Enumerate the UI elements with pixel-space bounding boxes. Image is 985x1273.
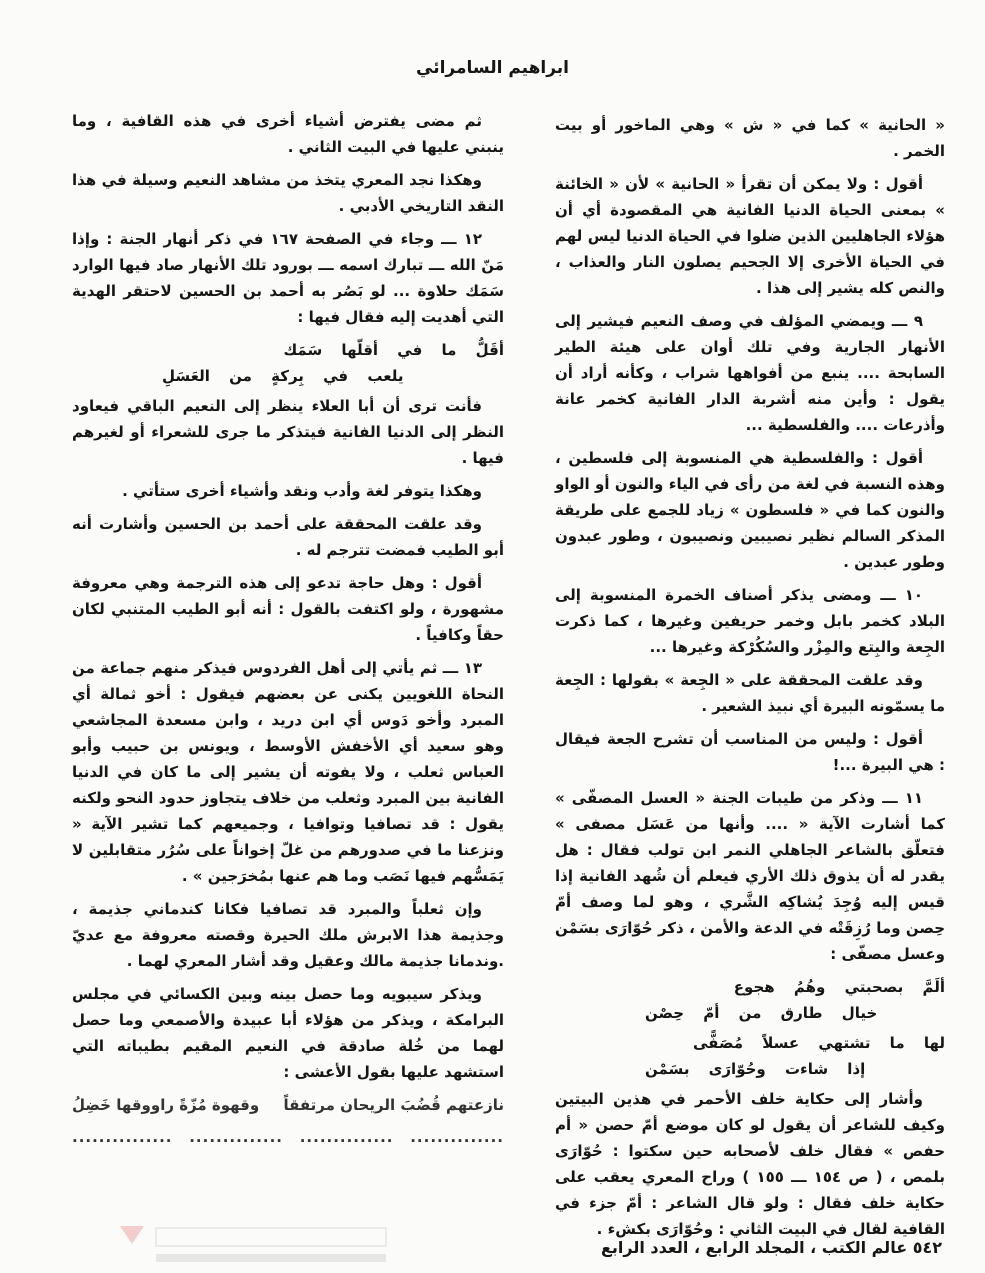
ellipsis-row: [72, 1124, 504, 1150]
paragraph: أقول : ولا يمكن أن تقرأ « الحانية » لأن « الخائنة » بمعنى الحياة الدنيا الفانية هي المقصودة أي أن هؤلاء الجاهليين الذين ضلوا في الحياة الدنيا ليس لهم في الحياة الأخرى إلا الجحيم يصلون النار والعذاب ، والنص كله يشير إلى هذا .: [555, 175, 945, 297]
paragraph: ثم مضى يفترض أشياء أخرى في هذه القافية ، وما ينبني عليها في البيت الثاني .: [72, 112, 504, 156]
dots: ..............: [299, 1128, 394, 1146]
paragraph: أقول : وليس من المناسب أن تشرح الجعة فيقال : هي البيرة ...!: [555, 730, 945, 774]
verse-line: [72, 337, 504, 389]
paragraph: ٩ ـــ ويمضي المؤلف في وصف النعيم فيشير إلى الأنهار الجارية وفي تلك أوان على هيئة الطير السابحة .... ينبع من أفواهها شراب ، وكأنه أراد أن يقول : وأين منه أشربة الدار الفانية كخمر عانة وأذرعات .... والفلسطية ...: [555, 312, 945, 434]
paragraph: وإن ثعلباً والمبرد قد تصافيا فكانا كندماني جذيمة ، وجذيمة هذا الابرش ملك الحيرة وقصته معروفة مع عديّ .وندمانا جذيمة مالك وعقيل وقد أشار المعري لهما .: [72, 900, 504, 970]
hemistich: وقهوة مُزّةً راووقها خَضِلُ: [72, 1096, 260, 1114]
paragraph: وأشار إلى حكاية خلف الأحمر في هذين البيتين وكيف للشاعر أن يقول لو كان موضع أمّ حصن « أم حفص » فقال خلف لأصحابه حين سكتوا : حُوّارَى بلمص ، ( ص ١٥٤ ـــ ١٥٥ ) وراح المعري يعقب على حكاية خلف فقال : ولو قال الشاعر : أمّ جزء في القافية لقال في البيت الثاني : وحُوّارَى بكشء .: [555, 1090, 945, 1238]
paragraph: أقول : والفلسطية هي المنسوبة إلى فلسطين ، وهذه النسبة في لغة من رأى في الياء والنون أو الواو والنون كما في « فلسطون » زياد للجمع على طريقة المذكر السالم نظير نصيبين ونصيبون ، وطور عبدون وطور عبدين .: [555, 449, 945, 571]
verse-line: [555, 1030, 945, 1082]
paragraph: ١٢ ـــ وجاء في الصفحة ١٦٧ في ذكر أنهار الجنة : وإذا مَنّ الله ـــ تبارك اسمه ـــ بورود تلك الأنهار صاد فيها الوارد سَمَك حلاوة ... لو بَصُر به أحمد بن الحسين لاحتقر الهدية التي أهديت إليه فقال فيها :: [72, 230, 504, 326]
right-column: [555, 112, 945, 1249]
dots: ..............: [189, 1128, 283, 1146]
paragraph: فأنت ترى أن أبا العلاء ينظر إلى النعيم الباقي فيعاود النظر إلى الدنيا الفانية فيتذكر ما جرى للشعراء أو لغيرهم فيها .: [72, 397, 504, 467]
hemistich: لها ما تشتهي عسلاً مُصَفًّى: [692, 1034, 945, 1052]
hemistich: إذا شاءت وحُوّارَى بسَمْن: [645, 1060, 866, 1078]
paragraph: أقول : وهل حاجة تدعو إلى هذه الترجمة وهي معروفة مشهورة ، ولو اكتفت بالقول : أنه أبو الطيب المتنبي لكان حقاً وكافياً .: [72, 574, 504, 644]
paragraph: وهكذا يتوفر لغة وأدب ونقد وأشياء أخرى ستأتي .: [122, 482, 482, 500]
page-footer: ٥٤٢ عالم الكتب ، المجلد الرابع ، العدد الرابع: [600, 1238, 942, 1257]
archive-watermark: [100, 1222, 400, 1270]
dots: ..............: [410, 1128, 504, 1146]
hemistich: أقَلُّ ما في أقلّها سَمَك: [283, 341, 504, 359]
hemistich: يلعب في بِركةٍ من العَسَلِ: [162, 367, 404, 385]
paragraph: ١٣ ـــ ثم يأتي إلى أهل الفردوس فيذكر منهم جماعة من النحاة اللغويين يكنى عن بعضهم فيقول : أخو ثمالة أي المبرد وأخو دَوس أي ابن دريد ، وابن مسعدة المجاشعي وهو سعيد أي الأخفش الأوسط ، ويونس بن حبيب وأبو العباس ثعلب ، ولا يفوته أن يشير إلى ما كان في الدنيا الفانية بين المبرد وثعلب من خلاف يتجاوز حدود النحو ولكنه يقول : قد تصافيا وتوافيا ، وجميعهم كما تشير الآية « ونزعنا ما في صدورهم من غلّ إخواناً على سُرُر متقابلين لا يَمَسُّهم فيها نَصَب وما هم عنها بمُخرَجين » .: [72, 659, 504, 885]
paragraph: ويذكر سيبويه وما حصل بينه وبين الكسائي في مجلس البرامكة ، ويذكر من هؤلاء أبا عبيدة والأصمعي وما حصل لهما من خُلة صادقة في النعيم المقيم بطيباته التي استشهد عليها بقول الأعشى :: [72, 985, 504, 1081]
paragraph: ١٠ ـــ ومضى يذكر أصناف الخمرة المنسوبة إلى البلاد كخمر بابل وخمر حريفين وغيرها ، كما ذكرت الجِعة والبِتع والمِزْر والسُكُرْكة وغيرها ...: [555, 586, 945, 656]
final-verse: [72, 1092, 504, 1118]
paragraph: وقد علقت المحققة على أحمد بن الحسين وأشارت أنه أبو الطيب فمضت تترجم له .: [72, 515, 504, 559]
dots: ...............: [72, 1128, 173, 1146]
paragraph: وهكذا نجد المعري يتخذ من مشاهد النعيم وسيلة في هذا النقد التاريخي الأدبي .: [72, 171, 504, 215]
archive-logo-icon: [100, 1222, 400, 1270]
paragraph: وقد علقت المحققة على « الجِعة » بقولها : الجِعة ما يسمّونه البيرة أي نبيذ الشعير .: [555, 671, 945, 715]
hemistich: ألَمَّ بصحبتي وهُمُ هجوع: [733, 978, 945, 996]
paragraph: « الحانية » كما في « ش » وهي الماخور أو بيت الخمر .: [555, 116, 945, 160]
left-column: [72, 108, 504, 1150]
hemistich: خيال طارق من أمّ حِصْن: [645, 1004, 878, 1022]
verse-line: [555, 974, 945, 1026]
running-header: ابراهيم السامرائي: [416, 58, 569, 78]
hemistich: نازعتهم قُضُبَ الريحان مرتفقاً: [283, 1096, 504, 1114]
paragraph: ١١ ـــ وذكر من طيبات الجنة « العسل المصفّى » كما أشارت الآية « .... وأنها من عَسَل مصفى » فتعلّق بالشاعر الجاهلي النمر ابن تولب فقال : هل يقدر له أن يذوق ذلك الأري فيعلم أن شُهد الفانية إذا قيس إليه وُجِدَ يُشاكِه الشَّري ، وهو لما وصف أمّ حِصن وما رُزِقَتْه في الدعة والأمن ، ذكر حُوّارَى بسَمْن وعسل مصفّى :: [555, 789, 945, 963]
